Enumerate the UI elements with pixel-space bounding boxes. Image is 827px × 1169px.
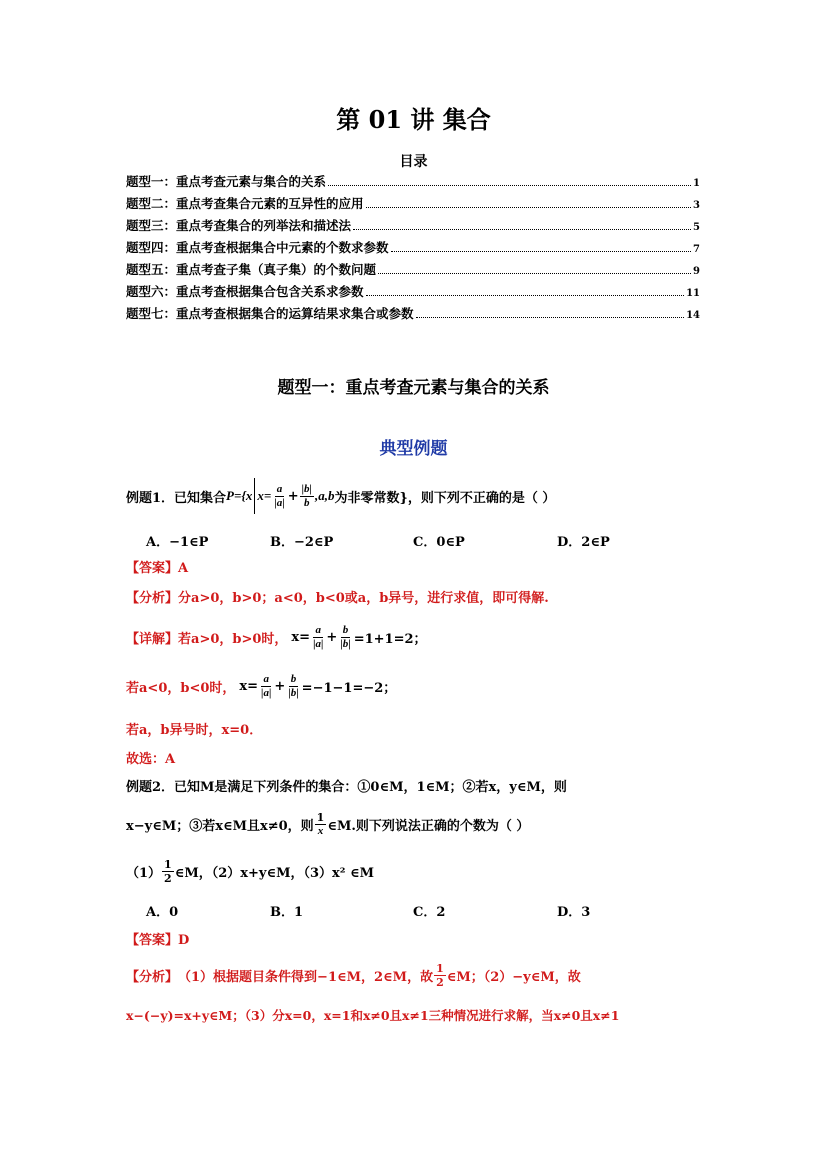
ex2-line2-end: ∈M.则下列说法正确的个数为（ ） xyxy=(327,818,530,834)
toc-item-label: 题型六：重点考查根据集合包含关系求参数 xyxy=(126,284,364,299)
ex1-intro: 例题1．已知集合 xyxy=(126,490,227,506)
toc-item-page: 14 xyxy=(686,310,700,321)
ex1-option-a[interactable]: A．−1∈P xyxy=(146,535,209,550)
ex2-line1: 例题2．已知M是满足下列条件的集合：①0∈M，1∈M；②若x，y∈M，则 xyxy=(126,780,567,795)
toc-item[interactable] xyxy=(126,216,700,238)
ex2-analysis-line2: x−(−y)=x+y∈M；（3）分x=0，x=1和x≠0且x≠1三种情况进行求解，当x≠0且x≠1 xyxy=(126,1008,620,1023)
toc-leader xyxy=(416,316,685,318)
toc-item-page: 7 xyxy=(693,244,700,255)
toc-item[interactable] xyxy=(126,304,700,326)
toc-item-label: 题型四：重点考查根据集合中元素的个数求参数 xyxy=(126,240,389,255)
toc-leader xyxy=(391,250,692,252)
fraction-1-over-2: $\frac{1}{2}$ xyxy=(436,961,444,989)
ex1-tail: 为非零常数}，则下列不正确的是（ ） xyxy=(334,490,556,506)
examples-heading: 典型例题 xyxy=(379,439,448,459)
toc-heading: 目录 xyxy=(399,154,428,170)
fraction-abs-b-over-b: $\frac{|b|}{b}$ xyxy=(301,482,312,509)
section-title: 题型一：重点考查元素与集合的关系 xyxy=(277,378,550,398)
ex2-line3-start: （1） xyxy=(126,865,162,881)
toc-item[interactable] xyxy=(126,260,700,282)
analysis-text-b: ∈M；（2）−y∈M，故 xyxy=(446,969,581,985)
toc-leader xyxy=(378,272,691,274)
set-params: ,a,b xyxy=(314,488,335,503)
ex2-line2-start: x−y∈M；③若x∈M且x≠0，则 xyxy=(126,818,314,834)
plus-sign: + xyxy=(287,488,299,504)
ex1-detail-line2 xyxy=(126,666,396,706)
ex2-option-d[interactable]: D．3 xyxy=(557,905,591,920)
x-eq: x= xyxy=(239,678,259,694)
detail-case1: 若a>0，b>0时， xyxy=(178,631,288,647)
plus-sign: + xyxy=(326,629,338,645)
analysis-text: 分a>0，b>0；a<0，b<0或a，b异号，进行求值，即可得解. xyxy=(178,591,549,606)
analysis-text-a: （1）根据题目条件得到−1∈M，2∈M，故 xyxy=(178,969,434,985)
ex1-analysis xyxy=(126,587,549,606)
toc-item-page: 11 xyxy=(686,288,700,299)
plus-sign: + xyxy=(274,678,286,694)
toc-item-label: 题型一：重点考查元素与集合的关系 xyxy=(126,174,327,189)
ex1-option-b[interactable]: B．−2∈P xyxy=(270,535,334,550)
ex2-option-b[interactable]: B．1 xyxy=(270,905,304,920)
toc-leader xyxy=(353,228,691,230)
answer-value: D xyxy=(178,933,190,948)
toc-item-label: 题型七：重点考查根据集合的运算结果求集合或参数 xyxy=(126,306,414,321)
answer-value: A xyxy=(178,561,189,576)
ex2-option-c[interactable]: C．2 xyxy=(413,905,446,920)
ex1-option-d[interactable]: D．2∈P xyxy=(557,535,610,550)
ex1-question xyxy=(126,476,555,516)
ex1-choice: 故选：A xyxy=(126,752,176,767)
toc-leader xyxy=(328,184,691,186)
ex1-option-c[interactable]: C．0∈P xyxy=(413,535,465,550)
fraction-b-over-abs-b: $\frac{b}{|b|}$ xyxy=(340,623,351,650)
ex2-option-a[interactable]: A．0 xyxy=(146,905,179,920)
toc-item[interactable] xyxy=(126,172,700,194)
detail-case2-result: =−1−1=−2； xyxy=(301,680,397,696)
set-x-eq: x= xyxy=(257,488,272,503)
toc-item-label: 题型三：重点考查集合的列举法和描述法 xyxy=(126,218,352,233)
analysis-tag: 【分析】 xyxy=(126,969,179,985)
set-open: P={x xyxy=(226,488,253,503)
detail-tag: 【详解】 xyxy=(126,631,179,647)
toc-item-page: 5 xyxy=(693,222,700,233)
answer-tag: 【答案】 xyxy=(126,933,179,948)
answer-tag: 【答案】 xyxy=(126,561,179,576)
ex1-detail-line1 xyxy=(126,617,427,657)
toc-leader xyxy=(366,294,685,296)
toc-leader xyxy=(366,206,692,208)
toc-item-label: 题型五：重点考查子集（真子集）的个数问题 xyxy=(126,262,377,277)
toc-item-page: 3 xyxy=(693,200,700,211)
set-bar xyxy=(254,478,255,514)
detail-case1-result: =1+1=2； xyxy=(353,631,427,647)
ex2-line2 xyxy=(126,806,529,842)
detail-case2: 若a<0，b<0时， xyxy=(126,680,236,696)
fraction-b-over-abs-b: $\frac{b}{|b|}$ xyxy=(288,672,299,699)
page-title: 第 01 讲 集合 xyxy=(336,105,491,134)
x-eq: x= xyxy=(291,629,311,645)
analysis-tag: 【分析】 xyxy=(126,591,179,606)
fraction-1-over-x: $\frac{1}{x}$ xyxy=(316,810,325,837)
table-of-contents xyxy=(126,172,700,326)
toc-item-page: 9 xyxy=(693,266,700,277)
toc-item[interactable] xyxy=(126,194,700,216)
toc-item-label: 题型二：重点考查集合元素的互异性的应用 xyxy=(126,196,364,211)
fraction-a-over-abs-a: $\frac{a}{|a|}$ xyxy=(313,623,324,650)
toc-item[interactable] xyxy=(126,282,700,304)
ex2-answer xyxy=(126,929,189,948)
ex2-line3 xyxy=(126,853,374,889)
ex1-answer xyxy=(126,557,188,576)
toc-item[interactable] xyxy=(126,238,700,260)
toc-item-page: 1 xyxy=(693,178,700,189)
fraction-a-over-abs-a: $\frac{a}{|a|}$ xyxy=(274,482,285,509)
ex2-analysis xyxy=(126,957,581,993)
fraction-a-over-abs-a: $\frac{a}{|a|}$ xyxy=(261,672,272,699)
ex2-line3-end: ∈M，（2）x+y∈M，（3）x² ∈M xyxy=(174,865,375,881)
ex1-detail-line3: 若a，b异号时，x=0． xyxy=(126,723,263,738)
fraction-1-over-2: $\frac{1}{2}$ xyxy=(164,857,172,885)
